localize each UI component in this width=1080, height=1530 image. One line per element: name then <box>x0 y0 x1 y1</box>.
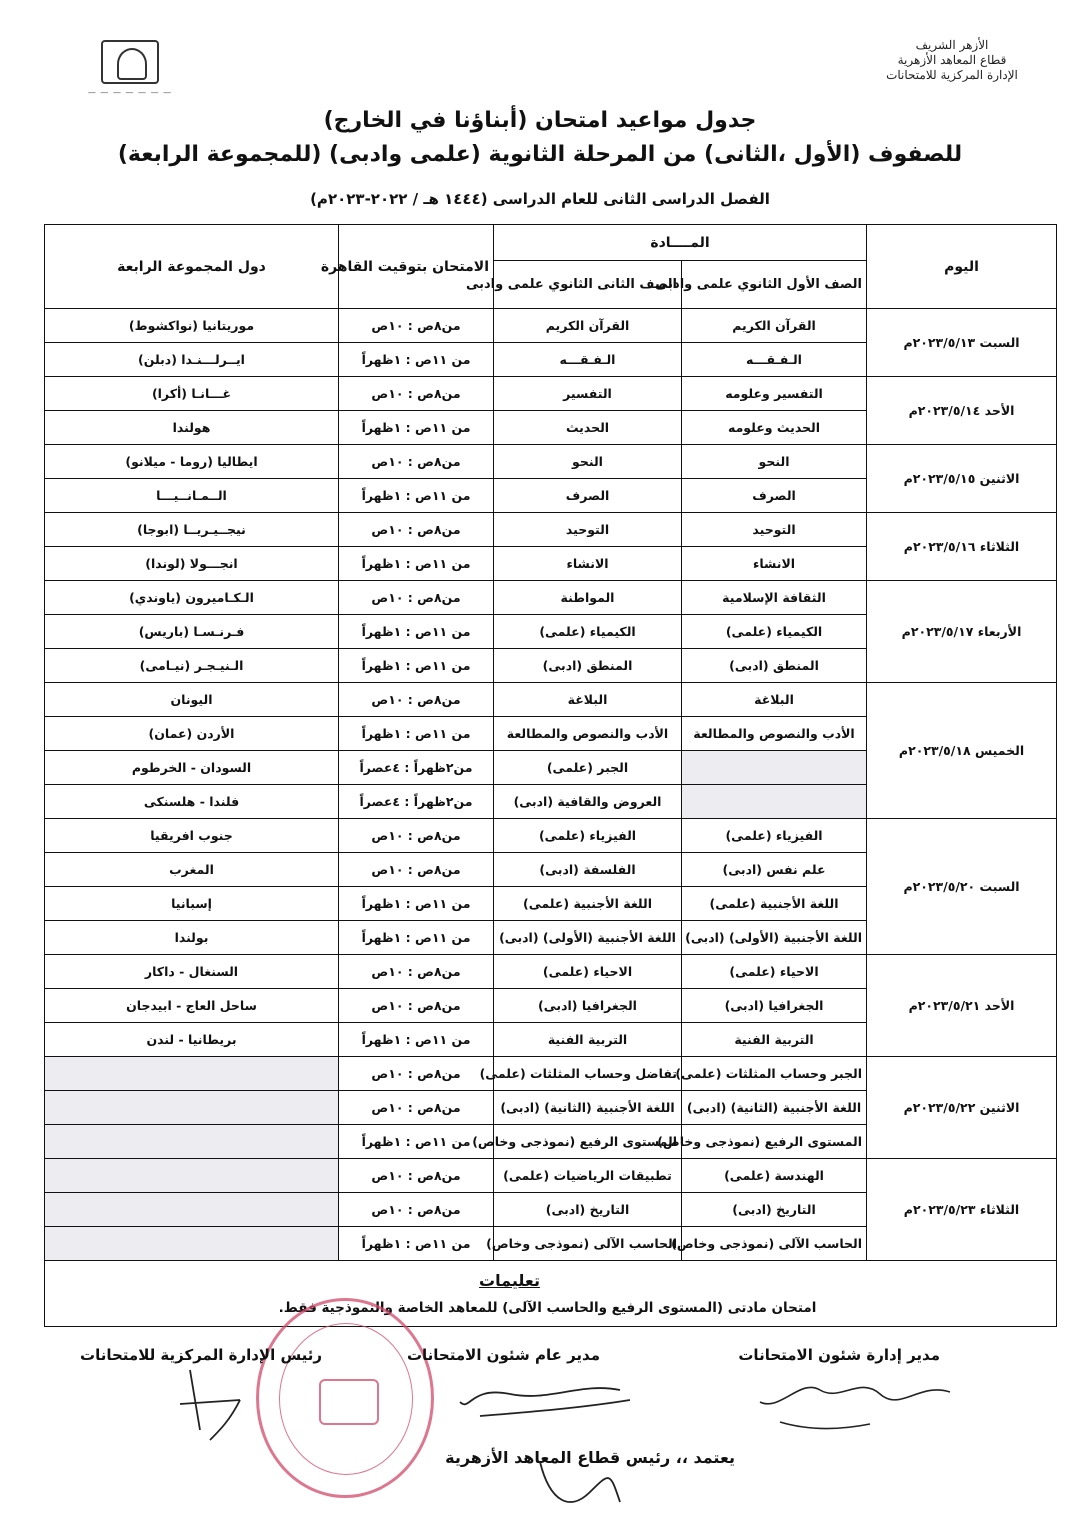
grade-2-subject-cell: الصرف <box>494 479 682 513</box>
signature-central-admin-head: رئيس الإدارة المركزية للامتحانات <box>80 1346 323 1364</box>
handwritten-signature-3 <box>160 1360 270 1450</box>
grade-1-subject-cell: الأدب والنصوص والمطالعة <box>682 717 867 751</box>
grade-1-subject-cell: الانشاء <box>682 547 867 581</box>
grade-2-subject-cell: العروض والقافية (ادبى) <box>494 785 682 819</box>
exam-time-cell: من ١١ص : ١ظهراً <box>339 411 494 445</box>
grade-2-subject-cell: القرآن الكريم <box>494 309 682 343</box>
grade-2-subject-cell: التربية الفنية <box>494 1023 682 1057</box>
table-row <box>45 445 1057 479</box>
grade-1-subject-cell <box>682 751 867 785</box>
exam-time-cell: من ١١ص : ١ظهراً <box>339 615 494 649</box>
grade-1-subject-cell: الاحياء (علمى) <box>682 955 867 989</box>
exam-time-cell: من٨ص : ١٠ص <box>339 683 494 717</box>
handwritten-signature-2 <box>440 1372 640 1442</box>
exam-time-cell: من ١١ص : ١ظهراً <box>339 887 494 921</box>
exam-time-cell: من٨ص : ١٠ص <box>339 819 494 853</box>
page-title: جدول مواعيد امتحان (أبناؤنا في الخارج) <box>323 108 757 133</box>
exam-time-cell: من٨ص : ١٠ص <box>339 309 494 343</box>
day-date-cell: الاثنين ٢٠٢٣/٥/٢٢م <box>867 1057 1057 1159</box>
exam-time-cell: من ١١ص : ١ظهراً <box>339 547 494 581</box>
grade-2-subject-cell: اللغة الأجنبية (الثانية) (ادبى) <box>494 1091 682 1125</box>
official-stamp <box>256 1298 434 1498</box>
grade-1-subject-cell: الجغرافيا (ادبى) <box>682 989 867 1023</box>
country-cell <box>45 1125 339 1159</box>
grade-1-subject-cell: التاريخ (ادبى) <box>682 1193 867 1227</box>
exam-time-cell: من ١١ص : ١ظهراً <box>339 649 494 683</box>
grade-2-subject-cell: التاريخ (ادبى) <box>494 1193 682 1227</box>
country-cell: المغرب <box>45 853 339 887</box>
header-time: الامتحان بتوقيت القاهرة <box>339 225 494 309</box>
grade-2-subject-cell: تطبيقات الرياضيات (علمى) <box>494 1159 682 1193</box>
grade-1-subject-cell: البلاغة <box>682 683 867 717</box>
header-day: اليوم <box>867 225 1057 309</box>
country-cell: السودان - الخرطوم <box>45 751 339 785</box>
country-cell: الـكـاميرون (ياوندي) <box>45 581 339 615</box>
grade-1-subject-cell: الثقافة الإسلامية <box>682 581 867 615</box>
day-date-cell: السبت ٢٠٢٣/٥/٢٠م <box>867 819 1057 955</box>
header-grade-1: الصف الأول الثانوي علمى وادبى <box>682 261 867 309</box>
country-cell: فـرنـسـا (باريس) <box>45 615 339 649</box>
country-cell: انجـــولا (لوندا) <box>45 547 339 581</box>
exam-time-cell: من٨ص : ١٠ص <box>339 1159 494 1193</box>
country-cell: ساحل العاج - ابيدجان <box>45 989 339 1023</box>
country-cell: ايــرلـــنـدا (دبلن) <box>45 343 339 377</box>
grade-2-subject-cell: الحاسب الآلى (نموذجى وخاص) <box>494 1227 682 1261</box>
country-cell: السنغال - داكار <box>45 955 339 989</box>
header-subject: المــــادة <box>494 225 867 261</box>
instructions-text: امتحان مادتى (المستوى الرفيع والحاسب الآلى) للمعاهد الخاصة والنموذجية فقط. <box>278 1300 817 1316</box>
handwritten-signature-4 <box>520 1452 640 1522</box>
page-subtitle: للصفوف (الأول ،الثانى) من المرحلة الثانوية (علمى وادبى) (للمجموعة الرابعة) <box>117 142 963 167</box>
country-cell: الأردن (عمان) <box>45 717 339 751</box>
grade-2-subject-cell: التوحيد <box>494 513 682 547</box>
exam-time-cell: من ١١ص : ١ظهراً <box>339 717 494 751</box>
exam-schedule-table <box>44 224 1057 1327</box>
day-date-cell: الخميس ٢٠٢٣/٥/١٨م <box>867 683 1057 819</box>
day-date-cell: الاثنين ٢٠٢٣/٥/١٥م <box>867 445 1057 513</box>
grade-1-subject-cell: اللغة الأجنبية (علمى) <box>682 887 867 921</box>
grade-2-subject-cell: الأدب والنصوص والمطالعة <box>494 717 682 751</box>
grade-1-subject-cell <box>682 785 867 819</box>
grade-1-subject-cell: النحو <box>682 445 867 479</box>
country-cell: فلندا - هلسنكى <box>45 785 339 819</box>
exam-time-cell: من ١١ص : ١ظهراً <box>339 1023 494 1057</box>
exam-time-cell: من٢ظهراً : ٤عصراً <box>339 751 494 785</box>
table-row <box>45 1159 1057 1193</box>
country-cell: إسبانيا <box>45 887 339 921</box>
grade-2-subject-cell: اللغة الأجنبية (الأولى) (ادبى) <box>494 921 682 955</box>
country-cell <box>45 1159 339 1193</box>
table-row <box>45 683 1057 717</box>
table-row <box>45 581 1057 615</box>
country-cell <box>45 1091 339 1125</box>
grade-2-subject-cell: الـفـقـــه <box>494 343 682 377</box>
grade-2-subject-cell: الاحياء (علمى) <box>494 955 682 989</box>
country-cell: نيجــيـريــا (ابوجا) <box>45 513 339 547</box>
country-cell: غـــانـا (أكرا) <box>45 377 339 411</box>
grade-1-subject-cell: الكيمياء (علمى) <box>682 615 867 649</box>
grade-2-subject-cell: الانشاء <box>494 547 682 581</box>
country-cell: جنوب افريقيا <box>45 819 339 853</box>
country-cell <box>45 1193 339 1227</box>
grade-1-subject-cell: التفسير وعلومه <box>682 377 867 411</box>
country-cell <box>45 1057 339 1091</box>
table-row <box>45 1057 1057 1091</box>
country-cell: الـنيـجـر (نيـامى) <box>45 649 339 683</box>
country-cell <box>45 1227 339 1261</box>
day-date-cell: الأربعاء ٢٠٢٣/٥/١٧م <box>867 581 1057 683</box>
logo-caption: — — — — — — — <box>87 88 173 97</box>
grade-1-subject-cell: الهندسة (علمى) <box>682 1159 867 1193</box>
country-cell: هولندا <box>45 411 339 445</box>
schedule-body <box>45 309 1057 1261</box>
grade-2-subject-cell: البلاغة <box>494 683 682 717</box>
table-row <box>45 309 1057 343</box>
exam-time-cell: من٨ص : ١٠ص <box>339 955 494 989</box>
exam-time-cell: من٨ص : ١٠ص <box>339 989 494 1023</box>
table-row <box>45 955 1057 989</box>
grade-2-subject-cell: الفلسفة (ادبى) <box>494 853 682 887</box>
grade-2-subject-cell: الحديث <box>494 411 682 445</box>
grade-1-subject-cell: الحديث وعلومه <box>682 411 867 445</box>
grade-1-subject-cell: اللغة الأجنبية (الأولى) (ادبى) <box>682 921 867 955</box>
signature-exams-general-manager: مدير عام شئون الامتحانات <box>406 1346 600 1364</box>
country-cell: بريطانيا - لندن <box>45 1023 339 1057</box>
grade-1-subject-cell: التوحيد <box>682 513 867 547</box>
grade-1-subject-cell: الـفـقـــه <box>682 343 867 377</box>
grade-1-subject-cell: المستوى الرفيع (نموذجى وخاص) <box>682 1125 867 1159</box>
grade-2-subject-cell: الجغرافيا (ادبى) <box>494 989 682 1023</box>
day-date-cell: الثلاثاء ٢٠٢٣/٥/١٦م <box>867 513 1057 581</box>
table-row <box>45 819 1057 853</box>
header-line-1: الأزهر الشريف <box>915 38 989 52</box>
grade-1-subject-cell: التربية الفنية <box>682 1023 867 1057</box>
exam-time-cell: من ١١ص : ١ظهراً <box>339 1125 494 1159</box>
grade-2-subject-cell: الفيزياء (علمى) <box>494 819 682 853</box>
exam-time-cell: من٨ص : ١٠ص <box>339 513 494 547</box>
grade-2-subject-cell: المنطق (ادبى) <box>494 649 682 683</box>
grade-1-subject-cell: الحاسب الآلى (نموذجى وخاص) <box>682 1227 867 1261</box>
grade-2-subject-cell: النحو <box>494 445 682 479</box>
grade-2-subject-cell: الكيمياء (علمى) <box>494 615 682 649</box>
approval-line: يعتمد ،، رئيس قطاع المعاهد الأزهرية <box>445 1448 735 1467</box>
exam-time-cell: من٨ص : ١٠ص <box>339 1193 494 1227</box>
exam-time-cell: من ١١ص : ١ظهراً <box>339 921 494 955</box>
grade-2-subject-cell: المواطنة <box>494 581 682 615</box>
exam-time-cell: من٨ص : ١٠ص <box>339 445 494 479</box>
grade-1-subject-cell: الصرف <box>682 479 867 513</box>
exam-time-cell: من ١١ص : ١ظهراً <box>339 479 494 513</box>
azhar-emblem-icon <box>101 40 159 84</box>
grade-2-subject-cell: الجبر (علمى) <box>494 751 682 785</box>
grade-1-subject-cell: الجبر وحساب المثلثات (علمى) <box>682 1057 867 1091</box>
header-line-2: قطاع المعاهد الأزهرية <box>897 53 1007 67</box>
grade-2-subject-cell: التفسير <box>494 377 682 411</box>
day-date-cell: الثلاثاء ٢٠٢٣/٥/٢٣م <box>867 1159 1057 1261</box>
exam-time-cell: من٨ص : ١٠ص <box>339 377 494 411</box>
grade-1-subject-cell: القرآن الكريم <box>682 309 867 343</box>
day-date-cell: الأحد ٢٠٢٣/٥/٢١م <box>867 955 1057 1057</box>
country-cell: اليونان <box>45 683 339 717</box>
country-cell: ايطاليا (روما - ميلانو) <box>45 445 339 479</box>
signature-exams-dept-manager: مدير إدارة شئون الامتحانات <box>738 1346 940 1364</box>
country-cell: الــمـانــيـــا <box>45 479 339 513</box>
table-row <box>45 513 1057 547</box>
header-line-3: الإدارة المركزية للامتحانات <box>886 68 1018 82</box>
grade-2-subject-cell: اللغة الأجنبية (علمى) <box>494 887 682 921</box>
instructions-title: تعليمات <box>479 1271 540 1290</box>
day-date-cell: الأحد ٢٠٢٣/٥/١٤م <box>867 377 1057 445</box>
azhar-logo <box>60 40 200 97</box>
grade-1-subject-cell: علم نفس (ادبى) <box>682 853 867 887</box>
header-grade-2: الصف الثانى الثانوي علمى وادبى <box>494 261 682 309</box>
grade-2-subject-cell: تفاضل وحساب المثلثات (علمى) <box>494 1057 682 1091</box>
grade-2-subject-cell: المستوى الرفيع (نموذجى وخاص) <box>494 1125 682 1159</box>
table-row <box>45 377 1057 411</box>
exam-time-cell: من٨ص : ١٠ص <box>339 581 494 615</box>
country-cell: بولندا <box>45 921 339 955</box>
exam-time-cell: من٢ظهراً : ٤عصراً <box>339 785 494 819</box>
institution-header <box>852 38 1052 83</box>
exam-time-cell: من٨ص : ١٠ص <box>339 1091 494 1125</box>
exam-time-cell: من٨ص : ١٠ص <box>339 853 494 887</box>
exam-time-cell: من ١١ص : ١ظهراً <box>339 343 494 377</box>
exam-time-cell: من ١١ص : ١ظهراً <box>339 1227 494 1261</box>
header-countries: دول المجموعة الرابعة <box>45 225 339 309</box>
instructions-cell <box>45 1261 1057 1327</box>
grade-1-subject-cell: الفيزياء (علمى) <box>682 819 867 853</box>
academic-year-line: الفصل الدراسى الثانى للعام الدراسى (١٤٤٤ هـ / ٢٠٢٢-٢٠٢٣م) <box>310 190 770 208</box>
grade-1-subject-cell: اللغة الأجنبية (الثانية) (ادبى) <box>682 1091 867 1125</box>
day-date-cell: السبت ٢٠٢٣/٥/١٣م <box>867 309 1057 377</box>
exam-time-cell: من٨ص : ١٠ص <box>339 1057 494 1091</box>
handwritten-signature-1 <box>720 1372 960 1442</box>
country-cell: موريتانيا (نواكشوط) <box>45 309 339 343</box>
grade-1-subject-cell: المنطق (ادبى) <box>682 649 867 683</box>
